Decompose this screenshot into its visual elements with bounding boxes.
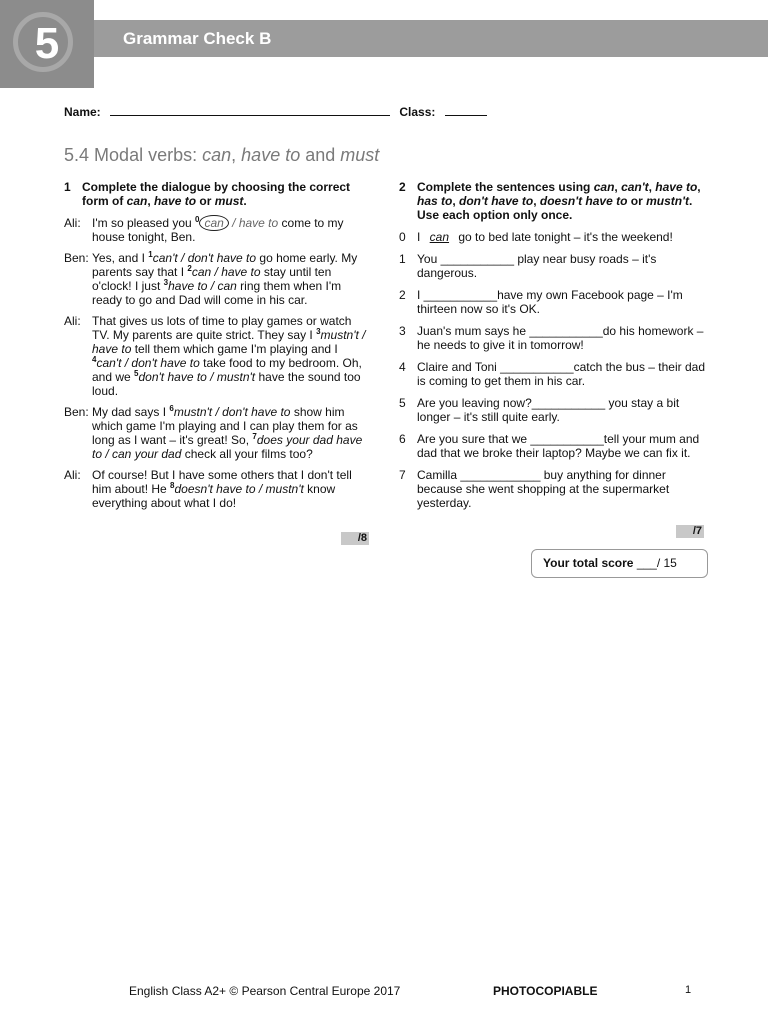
choice-option[interactable]: don't have to / mustn't: [138, 370, 256, 384]
task1-instruction: 1 Complete the dialogue by choosing the correct form of can, have to or must.: [64, 180, 351, 208]
exercise-item[interactable]: 5 Are you leaving now?___________ you stay a bit longer – it's still quite early.: [399, 396, 680, 424]
dialogue-line: Ali: That gives us lots of time to play games or watch TV. My parents are quite strict. They say I $^3$mustn't / have to tell them which game I'm playing and I $^4$can't / don't have to take food to my bedroom. Oh, and we $^5$don't have to / mustn't have the sound too loud.: [64, 314, 366, 398]
choice-option[interactable]: doesn't have to / mustn't: [174, 482, 304, 496]
name-label: Name:: [64, 105, 101, 119]
dialogue-line: Ali: I'm so pleased you $^0$ can / have to come to my house tonight, Ben.: [64, 215, 344, 244]
dialogue-line: Ben: My dad says I $^6$mustn't / don't have to show him which game I'm playing and I can play them for as long as I want – it's great! So, $^7$does your dad have to / can your dad check all your films too?: [64, 404, 363, 461]
circled-answer[interactable]: can: [199, 215, 228, 231]
example-sentence: 0 I can go to bed late tonight – it's the weekend!: [399, 230, 673, 244]
task2-column: [399, 180, 709, 510]
choice-option[interactable]: mustn't / have to: [92, 328, 366, 356]
task2-score: /7: [676, 525, 704, 538]
choice-option[interactable]: have to / can: [168, 279, 237, 293]
choice-option[interactable]: mustn't / don't have to: [173, 405, 291, 419]
task2-instruction: 2 Complete the sentences using can, can't, have to, has to, don't have to, doesn't have to or mustn't. Use each option only once.: [399, 180, 701, 222]
title-bar: [94, 20, 768, 57]
name-class-row: [64, 103, 487, 119]
exercise-item[interactable]: 1 You ___________ play near busy roads – it's dangerous.: [399, 252, 657, 280]
choice-option[interactable]: can / have to: [191, 265, 261, 279]
page-title: Grammar Check B: [123, 29, 272, 48]
section-title: 5.4 Modal verbs: can, have to and must: [64, 145, 380, 165]
task1-score: /8: [341, 532, 369, 545]
class-label: Class:: [399, 105, 436, 119]
unit-number: 5: [34, 19, 60, 68]
dialogue-line: Ben: Yes, and I $^1$can't / don't have to go home early. My parents say that I $^2$can / have to stay until ten o'clock! I just $^3$have to / can ring them when I'm ready to go and Dad will come in his car.: [64, 250, 358, 307]
exercise-item[interactable]: 4 Claire and Toni ___________catch the bus – their dad is coming to get them in his car.: [399, 360, 705, 388]
name-field[interactable]: [110, 103, 390, 116]
exercise-item[interactable]: 3 Juan's mum says he ___________do his homework – he needs to give it in tomorrow!: [399, 324, 704, 352]
footer-photocopiable: PHOTOCOPIABLE: [493, 984, 598, 998]
example-answer: can: [429, 230, 450, 244]
exercise-item[interactable]: 6 Are you sure that we ___________tell your mum and dad that we broke their laptop? Maybe we can fix it.: [399, 432, 700, 460]
footer-copyright: English Class A2+ © Pearson Central Europe 2017: [129, 984, 401, 998]
choice-option[interactable]: can't / don't have to: [96, 356, 200, 370]
dialogue-line: Ali: Of course! But I have some others that I don't tell him about! He $^8$doesn't have to / mustn't know everything about what I do!: [64, 468, 352, 510]
total-score-blank[interactable]: ___: [636, 556, 657, 570]
class-field[interactable]: [445, 103, 487, 116]
exercise-item[interactable]: 7 Camilla ____________ buy anything for dinner because she went shopping at the supermarket yesterday.: [399, 468, 670, 510]
exercise-item[interactable]: 2 I ___________have my own Facebook page – I'm thirteen now so it's OK.: [399, 288, 683, 316]
page-number: 1: [685, 984, 692, 996]
total-score-box: Your total score ___/ 15: [531, 549, 708, 578]
unit-tab: [0, 0, 94, 88]
choice-option[interactable]: can't / don't have to: [152, 251, 257, 265]
task1-column: [64, 180, 369, 510]
choice-option[interactable]: does your dad have to / can your dad: [92, 433, 363, 461]
